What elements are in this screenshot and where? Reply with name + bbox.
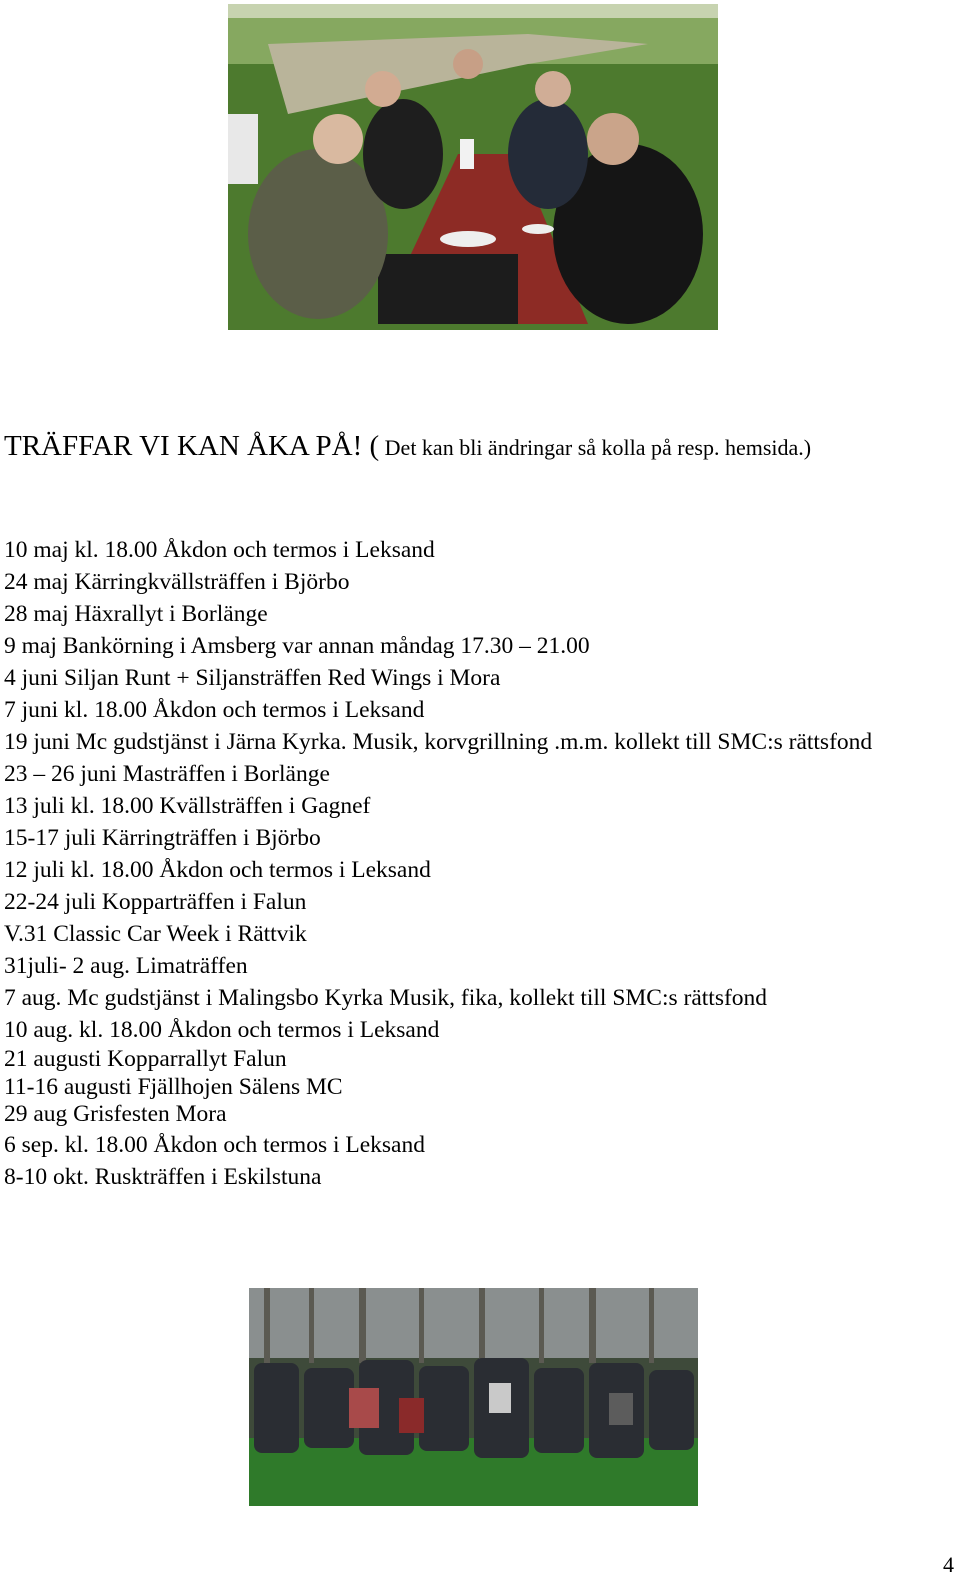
event-item: 22-24 juli Kopparträffen i Falun <box>4 889 307 915</box>
event-item: 7 aug. Mc gudstjänst i Malingsbo Kyrka Musik, fika, kollekt till SMC:s rättsfond <box>4 985 768 1011</box>
event-item: 21 augusti Kopparrallyt Falun <box>4 1046 287 1072</box>
event-item: 24 maj Kärringkvällsträffen i Björbo <box>4 569 350 595</box>
event-item: 19 juni Mc gudstjänst i Järna Kyrka. Musik, korvgrillning .m.m. kollekt till SMC:s rättsfond <box>4 729 873 755</box>
event-list <box>4 534 944 1193</box>
event-item: 15-17 juli Kärringträffen i Björbo <box>4 825 321 851</box>
event-item: 12 juli kl. 18.00 Åkdon och termos i Leksand <box>4 857 431 883</box>
event-item: 31juli- 2 aug. Limaträffen <box>4 953 248 979</box>
event-item: 29 aug Grisfesten Mora <box>4 1101 227 1127</box>
photo-picnic <box>228 4 718 330</box>
event-item: 4 juni Siljan Runt + Siljansträffen Red Wings i Mora <box>4 665 501 691</box>
event-item: 9 maj Bankörning i Amsberg var annan måndag 17.30 – 21.00 <box>4 633 590 659</box>
heading-title: TRÄFFAR VI KAN ÅKA PÅ! ( <box>4 430 380 462</box>
event-item: 23 – 26 juni Masträffen i Borlänge <box>4 761 330 787</box>
event-item: 13 juli kl. 18.00 Kvällsträffen i Gagnef <box>4 793 371 819</box>
page-number: 4 <box>943 1552 954 1577</box>
event-item: 11-16 augusti Fjällhojen Sälens MC <box>4 1073 343 1100</box>
event-item: 7 juni kl. 18.00 Åkdon och termos i Leksand <box>4 697 425 723</box>
heading <box>4 428 944 469</box>
event-item: 10 aug. kl. 18.00 Åkdon och termos i Leksand <box>4 1017 440 1043</box>
event-item: 8-10 okt. Ruskträffen i Eskilstuna <box>4 1163 322 1190</box>
event-item: V.31 Classic Car Week i Rättvik <box>4 921 307 947</box>
heading-note: Det kan bli ändringar så kolla på resp. hemsida.) <box>379 435 812 460</box>
event-item: 28 maj Häxrallyt i Borlänge <box>4 601 268 627</box>
event-item: 10 maj kl. 18.00 Åkdon och termos i Leksand <box>4 537 435 563</box>
event-item: 6 sep. kl. 18.00 Åkdon och termos i Leksand <box>4 1131 425 1158</box>
photo-motorcycles <box>249 1288 698 1506</box>
